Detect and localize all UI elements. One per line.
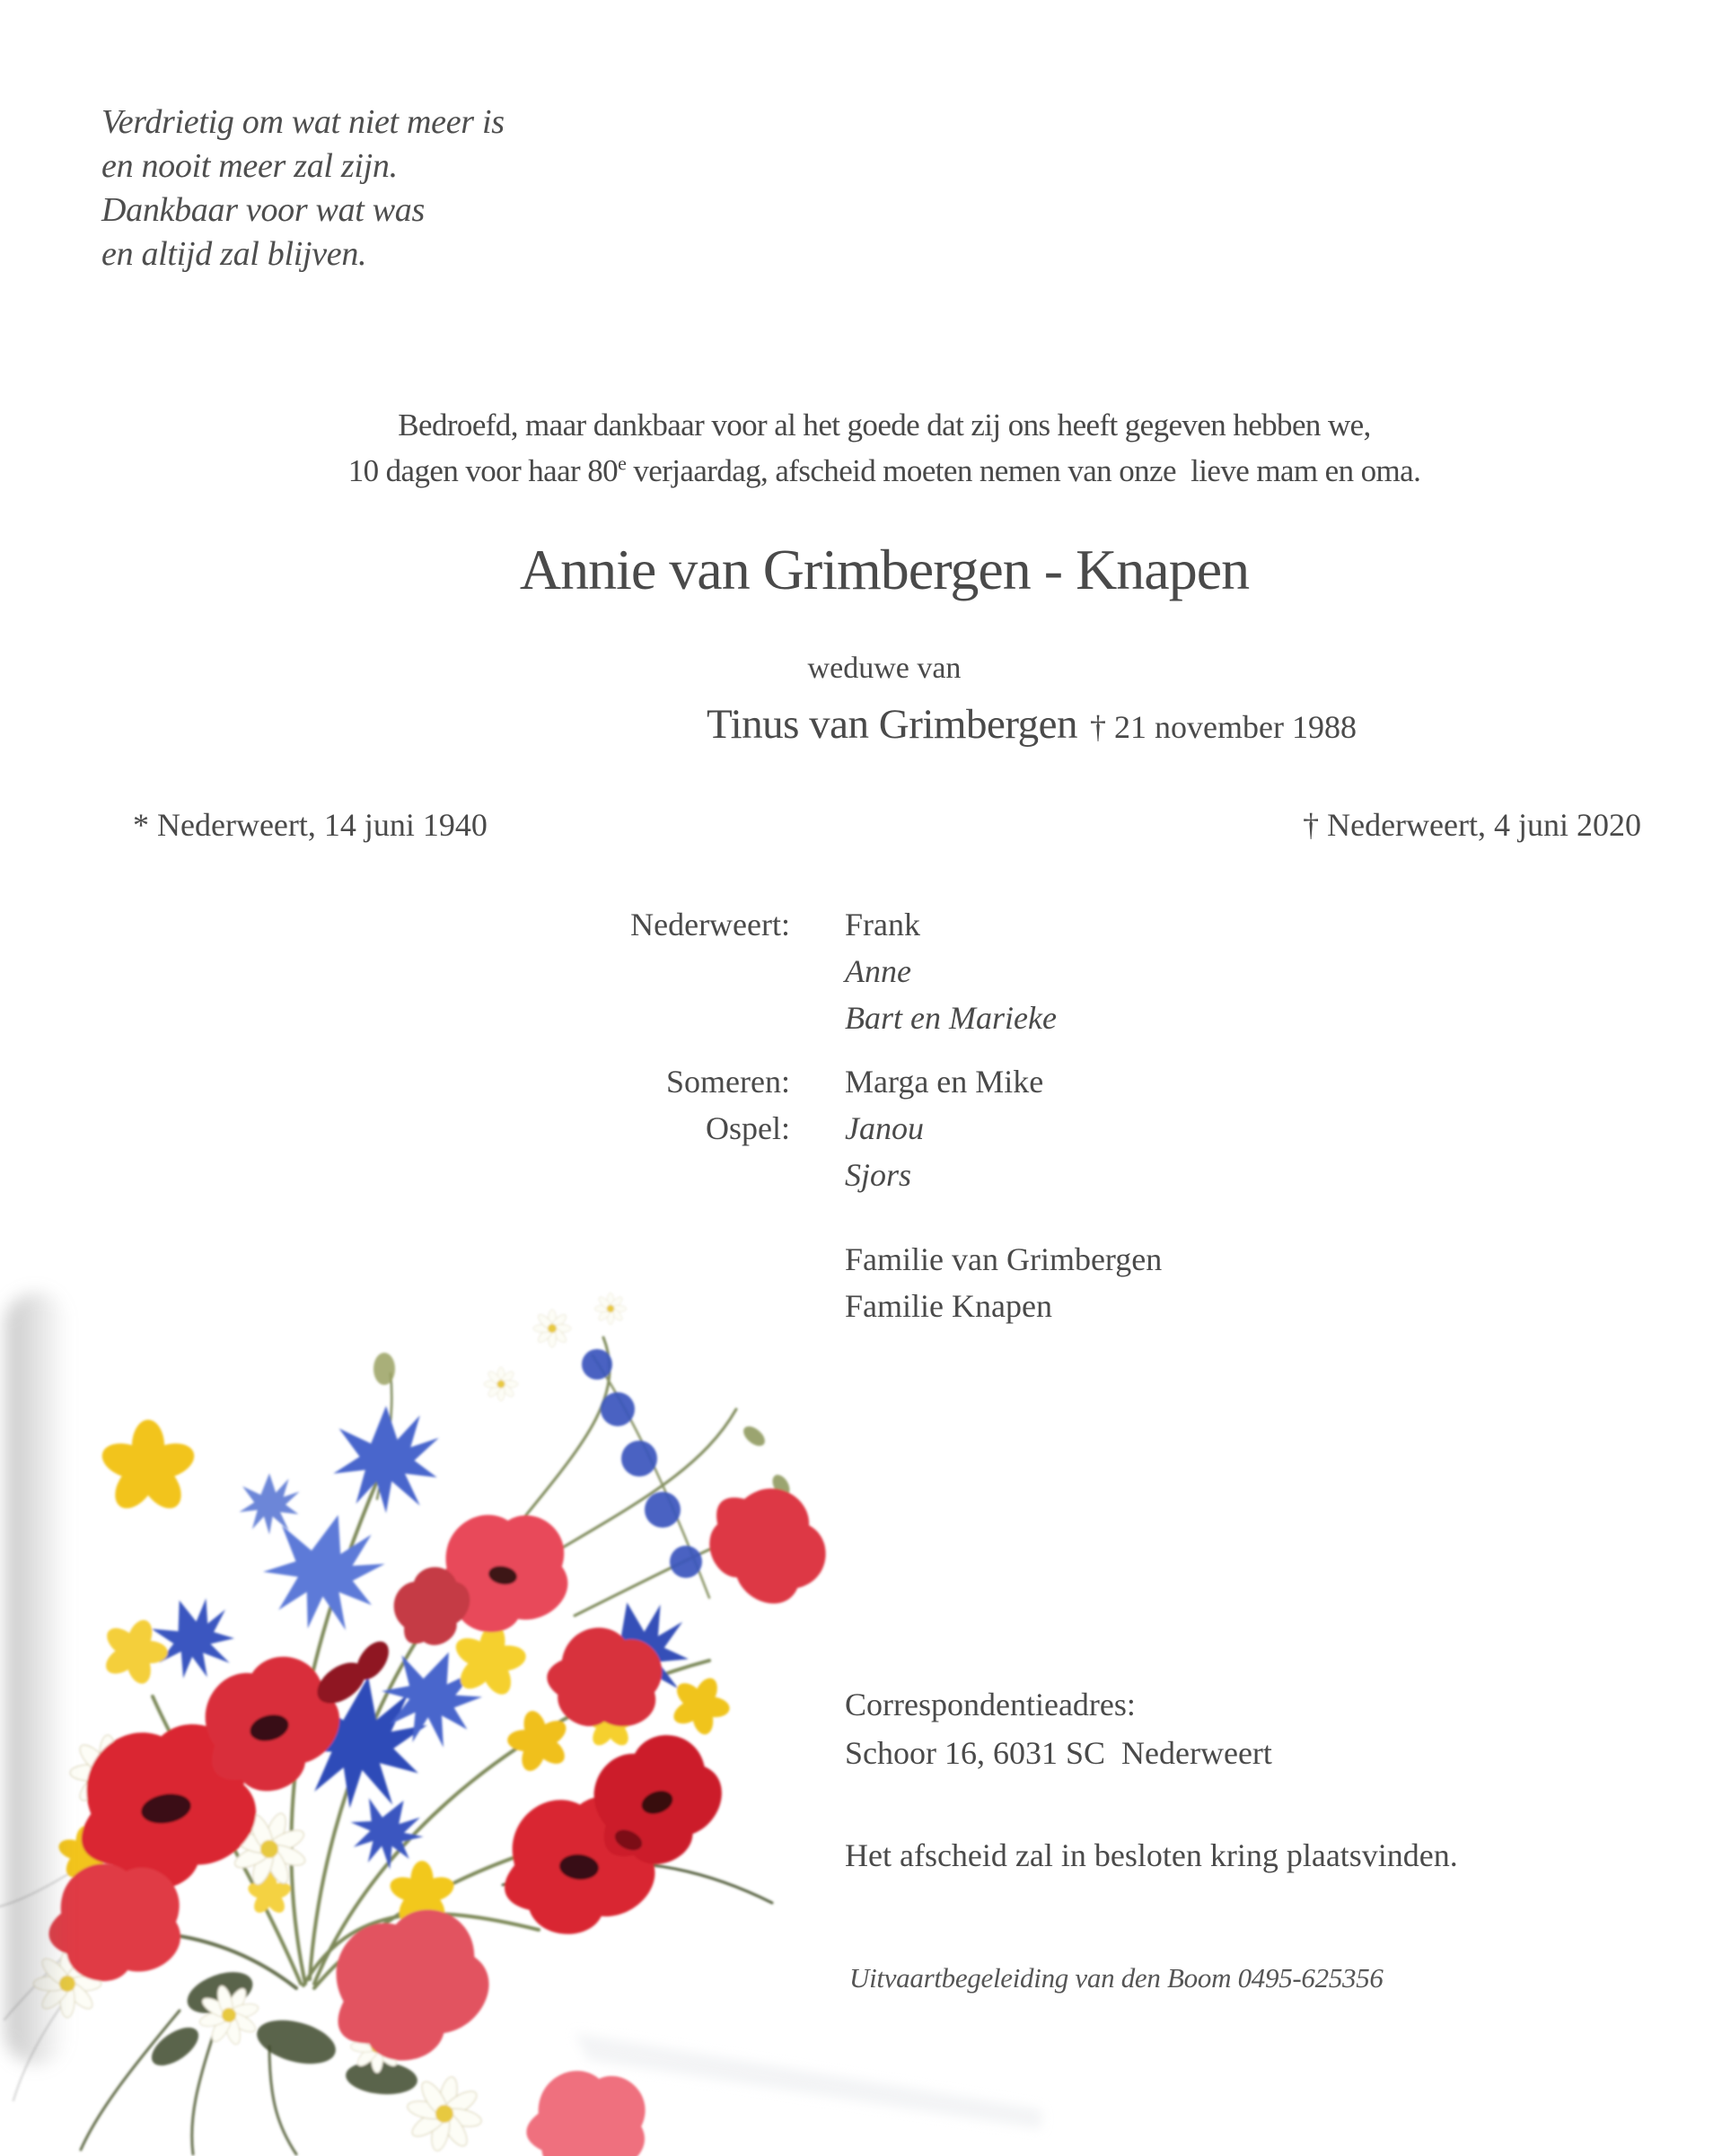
poem-line: Dankbaar voor wat was bbox=[101, 191, 425, 229]
family-member-name: Anne bbox=[845, 953, 911, 989]
poem-line: Verdrietig om wat niet meer is bbox=[101, 103, 505, 141]
family-row bbox=[0, 1105, 1722, 1152]
family-member-name: Frank bbox=[845, 907, 920, 942]
family-list bbox=[0, 901, 1722, 1329]
correspondence-address: Schoor 16, 6031 SC Nederweert bbox=[845, 1735, 1272, 1771]
relation-line: weduwe van bbox=[807, 652, 962, 685]
undertaker-credit: Uitvaartbegeleiding van den Boom 0495-625356 bbox=[849, 1962, 1384, 1994]
birth-date: * Nederweert, 14 juni 1940 bbox=[133, 807, 488, 843]
scan-edge-shadow bbox=[5, 1293, 68, 2064]
poem-line: en altijd zal blijven. bbox=[101, 235, 367, 273]
ordinal-superscript: e bbox=[618, 451, 627, 475]
intro-line-1: Bedroefd, maar dankbaar voor al het goede dat zij ons heeft gegeven hebben we, bbox=[398, 408, 1371, 443]
spouse-line bbox=[341, 700, 1722, 749]
family-row bbox=[0, 1236, 1722, 1283]
intro-line-2 bbox=[47, 448, 1722, 494]
deceased-name: Annie van Grimbergen - Knapen bbox=[519, 538, 1250, 601]
family-row bbox=[0, 948, 1722, 995]
spouse-death-date: † 21 november 1988 bbox=[1090, 709, 1357, 745]
family-place-label: Nederweert: bbox=[630, 907, 790, 942]
family-member-name: Familie Knapen bbox=[845, 1288, 1052, 1324]
family-row bbox=[0, 995, 1722, 1041]
intro-line-2-text: 10 dagen voor haar 80 bbox=[347, 453, 619, 488]
family-row bbox=[0, 1058, 1722, 1105]
correspondence-block bbox=[845, 1680, 1272, 1777]
family-member-name: Bart en Marieke bbox=[845, 1000, 1057, 1036]
family-member-name: Sjors bbox=[845, 1157, 912, 1193]
family-place-label bbox=[0, 1236, 790, 1283]
family-row bbox=[0, 1152, 1722, 1198]
family-row bbox=[0, 1283, 1722, 1329]
family-member-name: Familie van Grimbergen bbox=[845, 1241, 1163, 1277]
death-date: † Nederweert, 4 juni 2020 bbox=[1303, 807, 1641, 843]
family-place-label: Ospel: bbox=[706, 1110, 790, 1146]
family-place-label: Someren: bbox=[666, 1064, 790, 1100]
family-member-name: Janou bbox=[845, 1110, 924, 1146]
family-place-label bbox=[0, 1283, 790, 1329]
family-row bbox=[0, 901, 1722, 948]
intro-paragraph bbox=[47, 402, 1722, 494]
family-place-label bbox=[0, 948, 790, 995]
family-member-name: Marga en Mike bbox=[845, 1064, 1044, 1100]
family-place-label bbox=[0, 1152, 790, 1198]
correspondence-heading: Correspondentieadres: bbox=[845, 1687, 1136, 1722]
poem bbox=[101, 101, 505, 276]
intro-line-2-rest: verjaardag, afscheid moeten nemen van onze lieve mam en oma. bbox=[626, 453, 1421, 488]
spouse-name: Tinus van Grimbergen bbox=[707, 701, 1078, 748]
poem-line: en nooit meer zal zijn. bbox=[101, 147, 398, 185]
dates-row bbox=[0, 806, 1722, 844]
family-place-label bbox=[0, 995, 790, 1041]
farewell-note: Het afscheid zal in besloten kring plaatsvinden. bbox=[845, 1837, 1458, 1873]
